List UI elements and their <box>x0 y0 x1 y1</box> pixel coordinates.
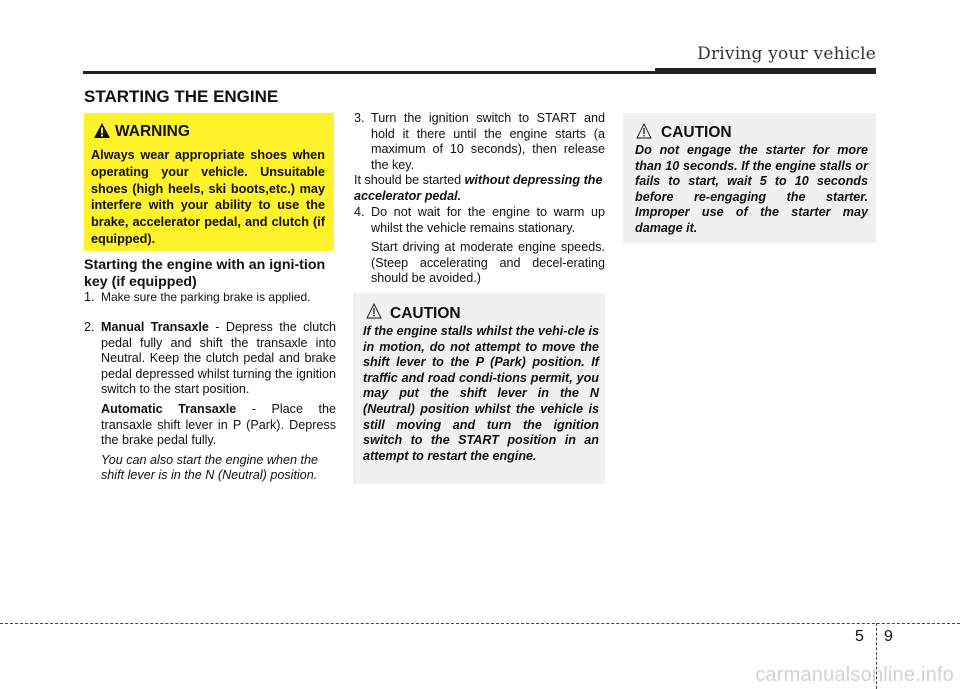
caution-heading: CAUTION <box>661 124 732 141</box>
manual-transaxle-label: Manual Transaxle <box>101 320 209 334</box>
footer-rule <box>0 623 960 624</box>
manual-transaxle-text: - Depress the clutch pedal fully and shift the transaxle into Neutral. Keep the clutch pedal and brake pedal depressed whilst turning the ignition switch to the start position. <box>101 320 336 397</box>
step-text: Make sure the parking brake is applied. <box>101 290 311 304</box>
automatic-transaxle-label: Automatic Transaxle <box>101 401 237 416</box>
automatic-transaxle-text: - Place the transaxle shift lever in P (Park). Depress the brake pedal fully. <box>101 401 337 448</box>
caution-triangle-icon <box>366 303 382 319</box>
caution-heading: CAUTION <box>390 305 461 322</box>
watermark: carmanualsonline.info <box>755 664 954 686</box>
section-title: STARTING THE ENGINE <box>84 87 279 106</box>
caution-box-starter <box>623 113 876 243</box>
step-text: Turn the ignition switch to START and hold it there until the engine starts (a maximum of 10 seconds), then release the key. <box>371 111 605 172</box>
automatic-transaxle-paragraph <box>101 402 336 449</box>
manual-transaxle-paragraph <box>101 320 336 398</box>
step-2 <box>84 320 336 484</box>
page-number: 9 <box>884 628 893 645</box>
started-note-emphasis: without depressing the accelerator pedal. <box>354 173 603 203</box>
neutral-start-note: You can also start the engine when the shift lever is in the N (Neutral) position. <box>101 452 319 483</box>
step-3 <box>354 111 605 173</box>
warning-box <box>84 113 334 251</box>
warning-heading: WARNING <box>115 123 190 140</box>
step-number: 2. <box>84 320 95 334</box>
caution-box-shift-lever <box>353 293 605 484</box>
started-note-prefix: It should be started <box>354 173 465 187</box>
caution-text: Do not engage the starter for more than 10 seconds. If the engine stalls or fails to start, wait 5 to 10 seconds before re-engaging the starter. Improper use of the starter may damage it. <box>635 143 868 235</box>
running-header: Driving your vehicle <box>697 44 876 64</box>
step-number: 1. <box>84 290 95 304</box>
caution-triangle-icon <box>636 123 652 139</box>
subsection-heading: Starting the engine with an igni-tion key (if equipped) <box>84 257 326 290</box>
step-4 <box>354 205 605 287</box>
step-text: Do not wait for the engine to warm up whilst the vehicle remains stationary. <box>371 205 605 235</box>
warning-triangle-icon <box>93 122 111 139</box>
step-number: 3. <box>354 111 365 125</box>
step-number: 4. <box>354 205 365 219</box>
caution-text: If the engine stalls whilst the vehi-cle is in motion, do not attempt to move the shift lever to the P (Park) position. If traffic and road condi-tions permit, you may put the shift lever in the N (Neutral) position whilst the vehicle is still moving and turn the ignition switch to the START position in an attempt to restart the engine. <box>363 324 599 463</box>
step-text-continued: Start driving at moderate engine speeds. (Steep accelerating and decel-erating should be avoided.) <box>371 240 605 286</box>
header-rule-accent <box>655 68 876 74</box>
step-1 <box>84 290 336 306</box>
started-note <box>354 173 605 204</box>
warning-text: Always wear appropriate shoes when operating your vehicle. Unsuitable shoes (high heels, ski boots,etc.) may interfere with your ability to use the brake, accelerator pedal, and clutch (if equipped). <box>91 148 325 246</box>
chapter-number: 5 <box>855 628 864 645</box>
